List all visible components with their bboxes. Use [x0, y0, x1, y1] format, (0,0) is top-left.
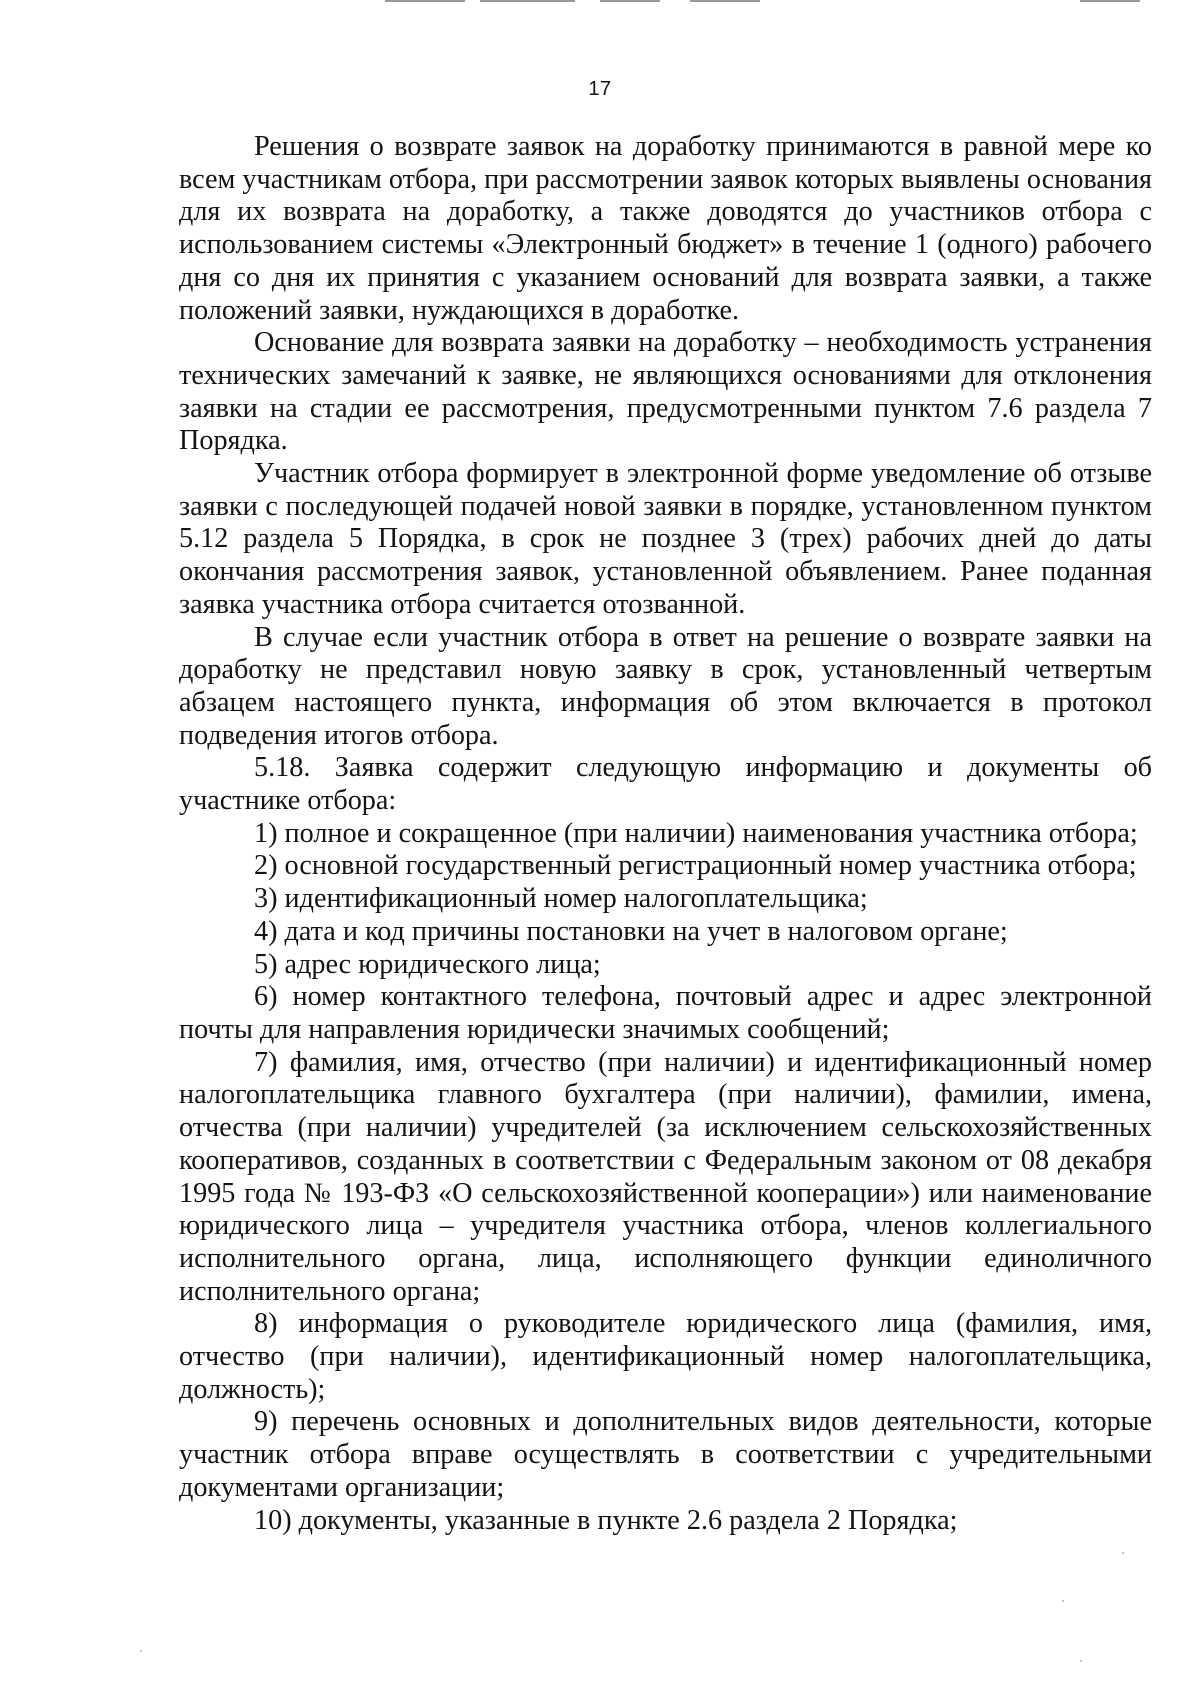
list-item: 1) полное и сокращенное (при наличии) наименования участника отбора;	[254, 817, 1138, 849]
paragraph: В случае если участник отбора в ответ на решение о возврате заявки на доработку не представил новую заявку в срок, установленный четвертым абзацем настоящего пункта, информация об этом включается в протокол подведения итогов отбора.	[179, 621, 1152, 751]
scan-edge-line	[480, 0, 575, 2]
scan-speck	[1062, 1600, 1064, 1602]
section-heading-paragraph: 5.18. Заявка содержит следующую информацию и документы об участнике отбора:	[179, 752, 1152, 817]
list-item: 7) фамилия, имя, отчество (при наличии) и идентификационный номер налогоплательщика главного бухгалтера (при наличии), фамилии, имена, отчества (при наличии) учредителей (за исключением сельскохозяйственных кооперативов, созданных в соответствии с Федеральным законом от 08 декабря 1995 года № 193-ФЗ «О сельскохозяйственной кооперации») или наименование юридического лица – учредителя участника отбора, членов коллегиального исполнительного органа, лица, исполняющего функции единоличного исполнительного органа;	[179, 1046, 1152, 1307]
paragraph: Основание для возврата заявки на доработку – необходимость устранения технических замечаний к заявке, не являющихся основаниями для отклонения заявки на стадии ее рассмотрения, предусмотренными пунктом 7.6 раздела 7 Порядка.	[179, 327, 1152, 457]
list-item: 2) основной государственный регистрационный номер участника отбора;	[254, 850, 1137, 882]
paragraph: Решения о возврате заявок на доработку принимаются в равной мере ко всем участникам отбора, при рассмотрении заявок которых выявлены основания для их возврата на доработку, а также доводятся до участников отбора с использованием системы «Электронный бюджет» в течение 1 (одного) рабочего дня со дня их принятия с указанием оснований для возврата заявки, а также положений заявки, нуждающихся в доработке.	[179, 131, 1152, 326]
list-item: 6) номер контактного телефона, почтовый адрес и адрес электронной почты для направления юридически значимых сообщений;	[179, 981, 1152, 1045]
list-item: 4) дата и код причины постановки на учет в налоговом органе;	[254, 915, 1008, 947]
document-body	[179, 131, 1152, 1537]
list-item: 8) информация о руководителе юридического лица (фамилия, имя, отчество (при наличии), идентификационный номер налогоплательщика, должность);	[179, 1308, 1152, 1405]
list-item: 3) идентификационный номер налогоплательщика;	[254, 883, 868, 915]
list-item: 9) перечень основных и дополнительных видов деятельности, которые участник отбора вправе осуществлять в соответствии с учредительными документами организации;	[179, 1406, 1152, 1503]
scan-edge-line	[690, 0, 760, 2]
scan-speck	[1080, 1660, 1082, 1662]
scan-edge-line	[1080, 0, 1140, 2]
scan-edge-line	[385, 0, 465, 2]
scan-speck	[1122, 1552, 1124, 1554]
paragraph: Участник отбора формирует в электронной форме уведомление об отзыве заявки с последующей подачей новой заявки в порядке, установленном пунктом 5.12 раздела 5 Порядка, в срок не позднее 3 (трех) рабочих дней до даты окончания рассмотрения заявок, установленной объявлением. Ранее поданная заявка участника отбора считается отозванной.	[179, 458, 1152, 620]
page-number: 17	[588, 78, 612, 100]
list-item: 5) адрес юридического лица;	[254, 948, 601, 980]
scan-speck	[140, 1650, 142, 1652]
scan-edge-line	[600, 0, 660, 2]
list-item: 10) документы, указанные в пункте 2.6 раздела 2 Порядка;	[254, 1504, 958, 1536]
